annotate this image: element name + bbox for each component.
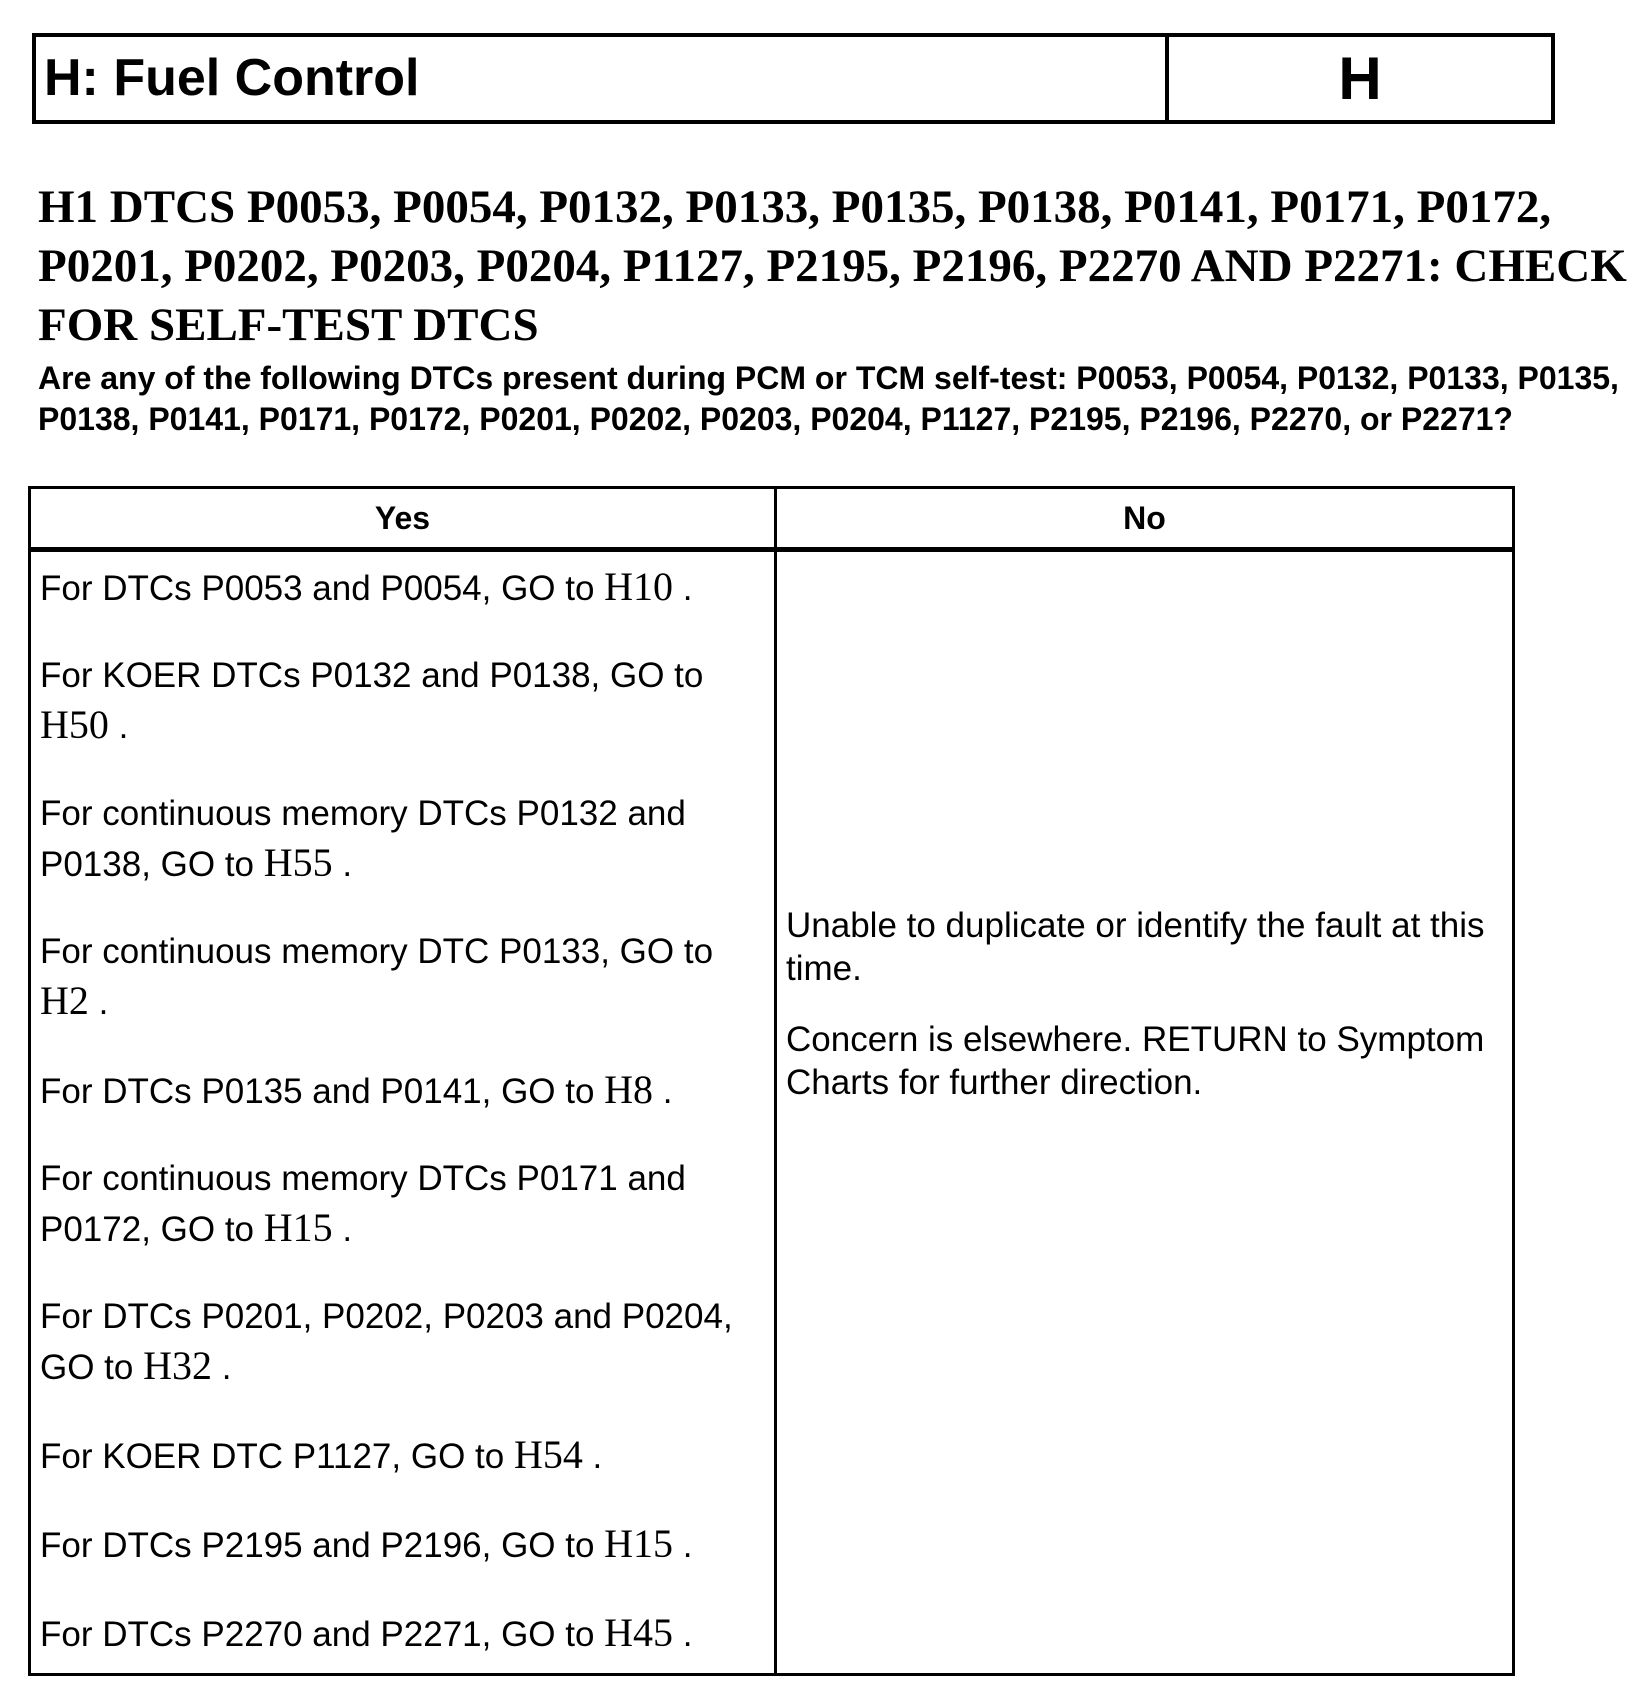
yes-item-text: For DTCs P0135 and P0141, GO to	[40, 1072, 605, 1111]
yes-item-text: For DTCs P2195 and P2196, GO to	[40, 1526, 605, 1565]
yes-column-header: Yes	[30, 488, 776, 550]
step-link-h2[interactable]: H2	[40, 978, 89, 1023]
step-question: Are any of the following DTCs present during PCM or TCM self-test: P0053, P0054, P0132, P0133, P0135, P0138, P0141, P0171, P0172, P0201, P0202, P0203, P0204, P1127, P2195, P2196, P2270, or P2271?	[38, 360, 1619, 437]
step-link-h15[interactable]: H15	[263, 1205, 333, 1250]
yes-item-text: For continuous memory DTCs P0171 and P0172, GO to	[40, 1159, 686, 1249]
yes-item	[40, 927, 766, 1027]
yes-item	[40, 1519, 766, 1570]
yes-item-text: For KOER DTC P1127, GO to	[40, 1437, 514, 1476]
step-link-h50[interactable]: H50	[40, 702, 109, 747]
section-header	[32, 33, 1555, 124]
yes-item-end: .	[653, 1072, 673, 1111]
table-header-row	[30, 488, 1514, 550]
yes-item	[40, 562, 766, 613]
yes-item	[40, 1430, 766, 1481]
step-link-h55[interactable]: H55	[263, 840, 333, 885]
step-link-h32[interactable]: H32	[143, 1343, 212, 1388]
yes-item	[40, 1292, 766, 1392]
step-link-h54[interactable]: H54	[513, 1432, 583, 1477]
yes-item-text: For continuous memory DTC P0133, GO to	[40, 932, 714, 971]
yes-item-text: For continuous memory DTCs P0132 and P0138, GO to	[40, 794, 686, 884]
yes-item	[40, 1065, 766, 1116]
section-title: H: Fuel Control	[36, 37, 1169, 120]
yes-item-text: For DTCs P0053 and P0054, GO to	[40, 569, 605, 608]
yes-item-end: .	[673, 1526, 693, 1565]
table-row	[30, 550, 1514, 1675]
step-link-h8[interactable]: H8	[604, 1067, 654, 1112]
no-item: Concern is elsewhere. RETURN to Symptom Charts for further direction.	[786, 1019, 1485, 1102]
yes-item-end: .	[332, 1210, 353, 1249]
yes-item-end: .	[332, 845, 353, 884]
step-link-h15[interactable]: H15	[604, 1521, 674, 1566]
yes-item-end: .	[211, 1348, 232, 1387]
yes-item-end: .	[108, 707, 129, 746]
yes-item-end: .	[582, 1437, 603, 1476]
step-link-h45[interactable]: H45	[604, 1610, 674, 1655]
result-table	[28, 486, 1515, 1676]
yes-item-text: For KOER DTCs P0132 and P0138, GO to	[40, 656, 704, 695]
no-item: Unable to duplicate or identify the fault at this time.	[786, 905, 1485, 988]
yes-item-end: .	[88, 983, 109, 1022]
yes-item	[40, 789, 766, 889]
no-column-header: No	[776, 488, 1514, 550]
step-heading: H1 DTCS P0053, P0054, P0132, P0133, P0135, P0138, P0141, P0171, P0172, P0201, P0202, P0203, P0204, P1127, P2195, P2196, P2270 AND P2271: CHECK FOR SELF-TEST DTCS	[38, 181, 1627, 351]
yes-cell	[30, 550, 776, 1675]
section-code: H	[1338, 45, 1382, 112]
no-cell	[776, 550, 1514, 1675]
yes-item-text: For DTCs P2270 and P2271, GO to	[40, 1615, 605, 1654]
step-link-h10[interactable]: H10	[604, 564, 674, 609]
yes-item	[40, 1154, 766, 1254]
yes-item	[40, 1608, 766, 1659]
yes-item-text: For DTCs P0201, P0202, P0203 and P0204, GO to	[40, 1297, 733, 1387]
yes-item	[40, 651, 766, 751]
yes-item-end: .	[673, 569, 693, 608]
yes-item-end: .	[673, 1615, 693, 1654]
